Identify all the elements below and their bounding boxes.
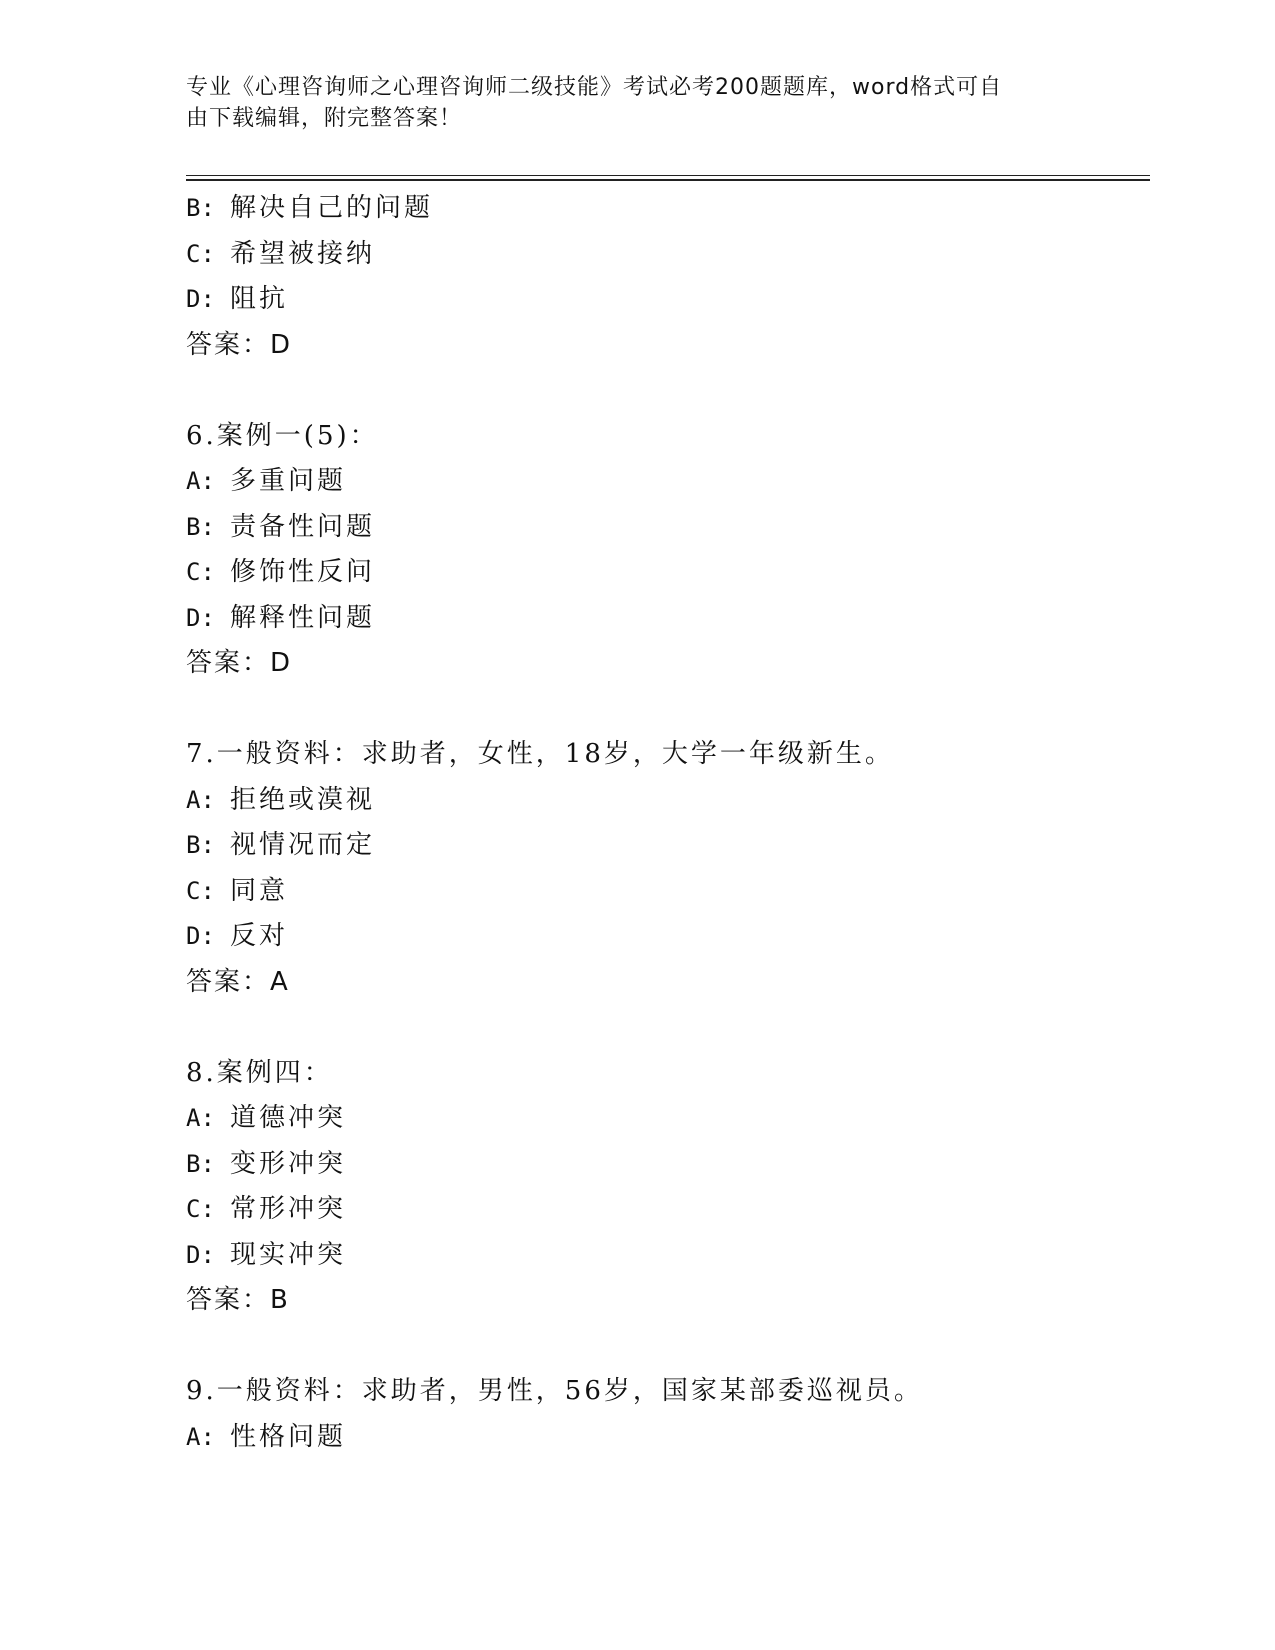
option-text: 拒绝或漠视	[230, 784, 376, 815]
option-text: 多重问题	[230, 466, 347, 496]
question-fragment	[186, 186, 1150, 368]
option-letter: A:	[186, 1104, 215, 1132]
spacer	[186, 368, 1150, 414]
option-letter: D:	[186, 1240, 215, 1269]
question-list	[186, 186, 1150, 1460]
option-letter: B:	[186, 512, 215, 541]
option-d	[186, 277, 1150, 323]
option-a	[186, 778, 1150, 824]
option-letter: C:	[186, 876, 215, 905]
header-rule-thin	[186, 175, 1150, 176]
option-letter: B:	[186, 831, 215, 859]
option-text: 性格问题	[230, 1421, 347, 1452]
option-letter: A:	[186, 1422, 215, 1451]
header-line-2: 由下载编辑，附完整答案！	[186, 106, 463, 131]
question-7	[186, 732, 1150, 1005]
spacer	[186, 1324, 1150, 1370]
question-6	[186, 414, 1150, 687]
option-letter: D:	[186, 603, 215, 632]
option-a	[186, 459, 1150, 505]
option-c	[186, 1187, 1150, 1233]
question-8	[186, 1051, 1150, 1324]
spacer	[186, 687, 1150, 733]
option-text: 同意	[230, 875, 289, 906]
question-stem: 6.案例一(5)：	[186, 420, 379, 451]
question-9	[186, 1369, 1150, 1460]
option-text: 修饰性反问	[230, 557, 376, 587]
option-text: 希望被接纳	[230, 238, 376, 269]
option-b	[186, 1142, 1150, 1188]
option-text: 变形冲突	[230, 1148, 347, 1179]
option-text: 解决自己的问题	[230, 193, 434, 223]
option-letter: B:	[186, 1149, 215, 1178]
option-c	[186, 232, 1150, 278]
option-letter: A:	[186, 785, 215, 814]
option-letter: C:	[186, 1195, 215, 1223]
document-header	[186, 72, 1066, 134]
option-a	[186, 1096, 1150, 1142]
header-line-1: 专业《心理咨询师之心理咨询师二级技能》考试必考200题题库，word格式可自	[186, 75, 1003, 100]
option-letter: D:	[186, 922, 215, 950]
option-text: 常形冲突	[230, 1194, 347, 1224]
option-b	[186, 823, 1150, 869]
header-rule-thick	[186, 179, 1150, 181]
answer-line: 答案：D	[186, 648, 293, 678]
answer-line: 答案：A	[186, 966, 290, 997]
question-stem: 7.一般资料：求助者，女性，18岁，大学一年级新生。	[186, 739, 894, 769]
option-text: 反对	[230, 921, 289, 951]
option-text: 道德冲突	[230, 1103, 347, 1133]
option-a	[186, 1415, 1150, 1461]
option-text: 阻抗	[230, 284, 289, 314]
option-d	[186, 1233, 1150, 1279]
option-text: 责备性问题	[230, 511, 376, 542]
option-c	[186, 869, 1150, 915]
option-text: 视情况而定	[230, 830, 376, 860]
option-letter: B:	[186, 194, 215, 222]
option-letter: A:	[186, 467, 215, 495]
option-letter: C:	[186, 558, 215, 586]
option-text: 现实冲突	[230, 1239, 347, 1270]
option-d	[186, 596, 1150, 642]
answer-line: 答案：B	[186, 1285, 290, 1315]
question-stem: 8.案例四：	[186, 1057, 333, 1088]
option-d	[186, 914, 1150, 960]
answer-line: 答案：D	[186, 329, 293, 360]
option-b	[186, 186, 1150, 232]
question-stem: 9.一般资料：求助者，男性，56岁，国家某部委巡视员。	[186, 1376, 923, 1406]
option-b	[186, 505, 1150, 551]
option-text: 解释性问题	[230, 602, 376, 633]
option-letter: D:	[186, 285, 215, 313]
option-c	[186, 550, 1150, 596]
option-letter: C:	[186, 239, 215, 268]
spacer	[186, 1005, 1150, 1051]
